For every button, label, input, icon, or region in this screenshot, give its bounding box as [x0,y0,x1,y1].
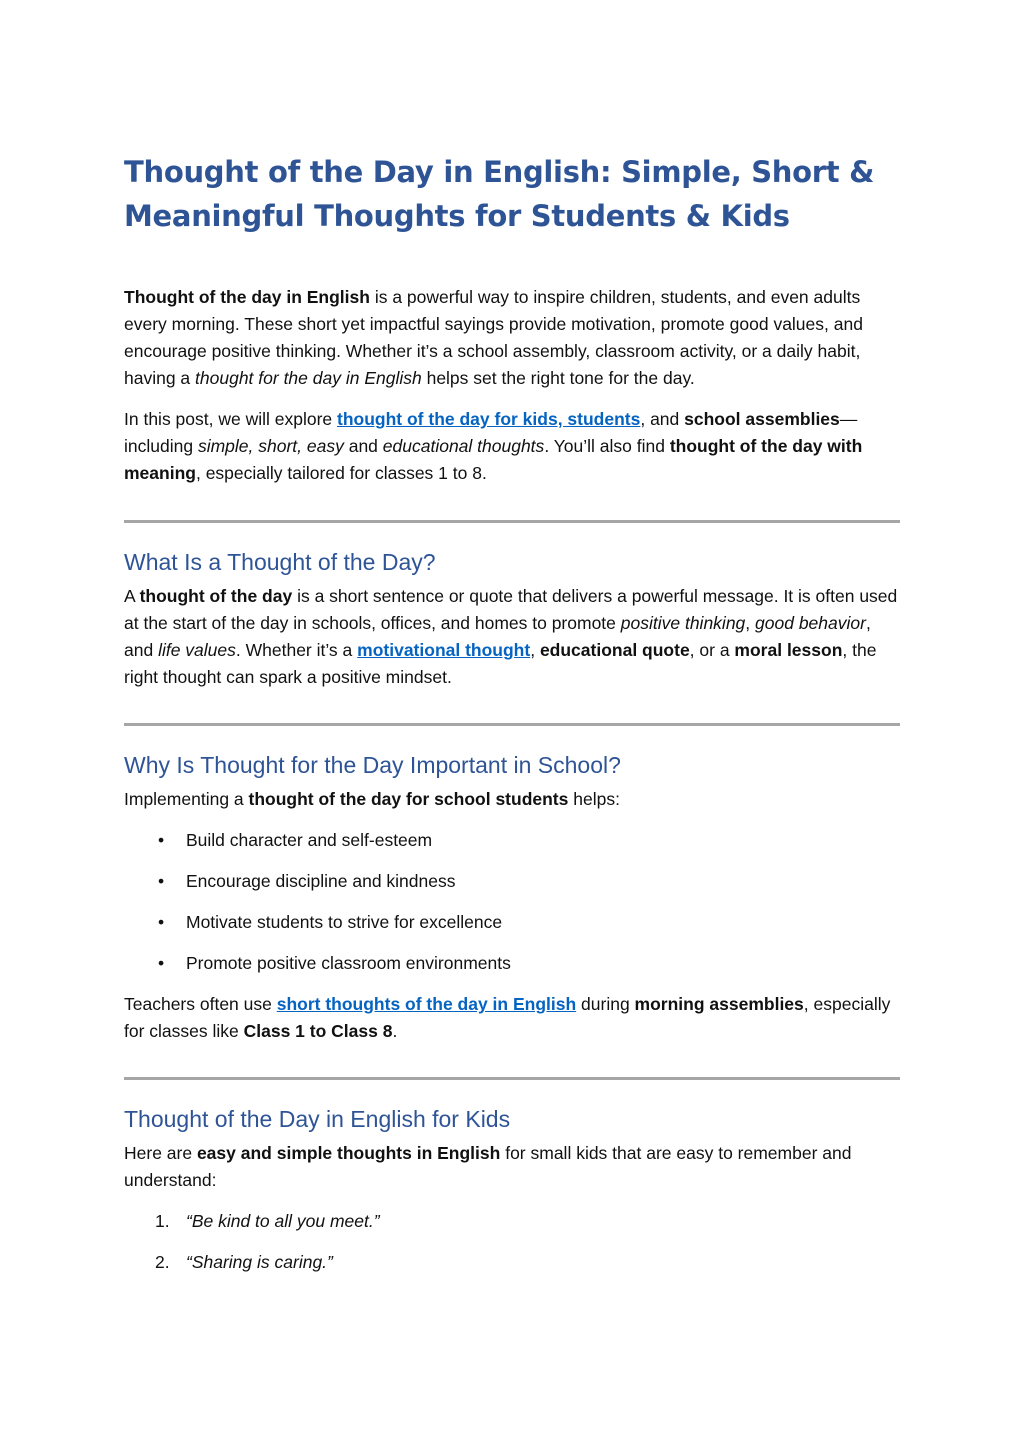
link-motivational-thought[interactable]: motivational thought [357,640,531,660]
italic-text: good behavior [755,613,866,633]
list-item-text: Build character and self-esteem [186,830,433,850]
bold-text: easy and simple thoughts in English [196,1143,501,1163]
section-paragraph [124,583,900,691]
italic-text: simple, short, easy [197,436,344,456]
bullet-icon: • [158,871,165,891]
text: , [745,613,756,633]
section-divider [124,723,900,726]
article [124,150,900,1290]
text: , especially for classes like [124,994,891,1041]
list-number: 1. [155,1211,170,1231]
section-lead [124,1140,900,1194]
bold-text: moral lesson [734,640,843,660]
text: during [576,994,635,1014]
text: is a powerful way to inspire children, students, and even adults every morning. These short yet impactful sayings provide motivation, promote good values, and encourage positive thinking. Whether it’s a school assembly, classroom activity, or a daily habit, having a [124,287,863,388]
section-heading-what-is: What Is a Thought of the Day? [124,549,436,575]
list-item [124,1208,900,1235]
section-heading-why-important: Why Is Thought for the Day Important in School? [124,752,621,778]
benefits-list [124,827,900,977]
bullet-icon: • [158,912,165,932]
intro-paragraph-2 [124,406,900,487]
bold-text: thought of the day [139,586,293,606]
bullet-icon: • [158,830,165,850]
list-item [124,950,900,977]
italic-text: educational thoughts [382,436,545,456]
link-thought-of-the-day-kids-students[interactable]: thought of the day for kids, students [337,409,641,429]
bullet-icon: • [158,953,165,973]
text: Implementing a [124,789,249,809]
text: , [530,640,540,660]
text: . [392,1021,398,1041]
text: . Whether it’s a [235,640,358,660]
bold-text: Class 1 to Class 8 [243,1021,393,1041]
text: Here are [124,1143,197,1163]
text: and [343,436,383,456]
link-short-thoughts[interactable]: short thoughts of the day in English [276,994,577,1014]
page-title: Thought of the Day in English: Simple, Short & Meaningful Thoughts for Students & Kids [124,155,875,233]
text: helps: [568,789,620,809]
italic-text: life values [158,640,236,660]
text: Teachers often use [124,994,277,1014]
section-heading-for-kids: Thought of the Day in English for Kids [124,1106,511,1132]
text: In this post, we will explore [124,409,338,429]
italic-text: thought for the day in English [195,368,422,388]
text: for small kids that are easy to remember and understand: [124,1143,852,1190]
kids-quotes-list [124,1208,900,1276]
text: , and [124,613,871,660]
list-item [124,868,900,895]
bold-text: thought of the day with meaning [124,436,863,483]
quote-text: “Sharing is caring.” [186,1252,333,1272]
list-item-text: Promote positive classroom environments [186,953,511,973]
text: , or a [689,640,735,660]
text: , and [640,409,685,429]
text: , the right thought can spark a positive mindset. [124,640,877,687]
section-lead [124,786,900,813]
text: A [124,586,140,606]
list-number: 2. [155,1252,170,1272]
text: . You’ll also find [544,436,670,456]
list-item [124,909,900,936]
text: is a short sentence or quote that delivers a powerful message. It is often used at the start of the day in schools, offices, and homes to promote [124,586,898,633]
section-divider [124,1077,900,1080]
text: , especially tailored for classes 1 to 8. [195,463,487,483]
text: — including [124,409,858,456]
list-item [124,827,900,854]
bold-text: educational quote [539,640,690,660]
section-divider [124,520,900,523]
intro-paragraph-1 [124,284,900,392]
list-item-text: Encourage discipline and kindness [186,871,456,891]
bold-text: school assemblies [684,409,840,429]
bold-text: thought of the day for school students [248,789,569,809]
text: helps set the right tone for the day. [421,368,695,388]
quote-text: “Be kind to all you meet.” [186,1211,380,1231]
bold-text: Thought of the day in English [124,287,370,307]
bold-text: morning assemblies [634,994,804,1014]
italic-text: positive thinking [620,613,746,633]
list-item-text: Motivate students to strive for excellence [186,912,503,932]
section-closing [124,991,900,1045]
list-item [124,1249,900,1276]
